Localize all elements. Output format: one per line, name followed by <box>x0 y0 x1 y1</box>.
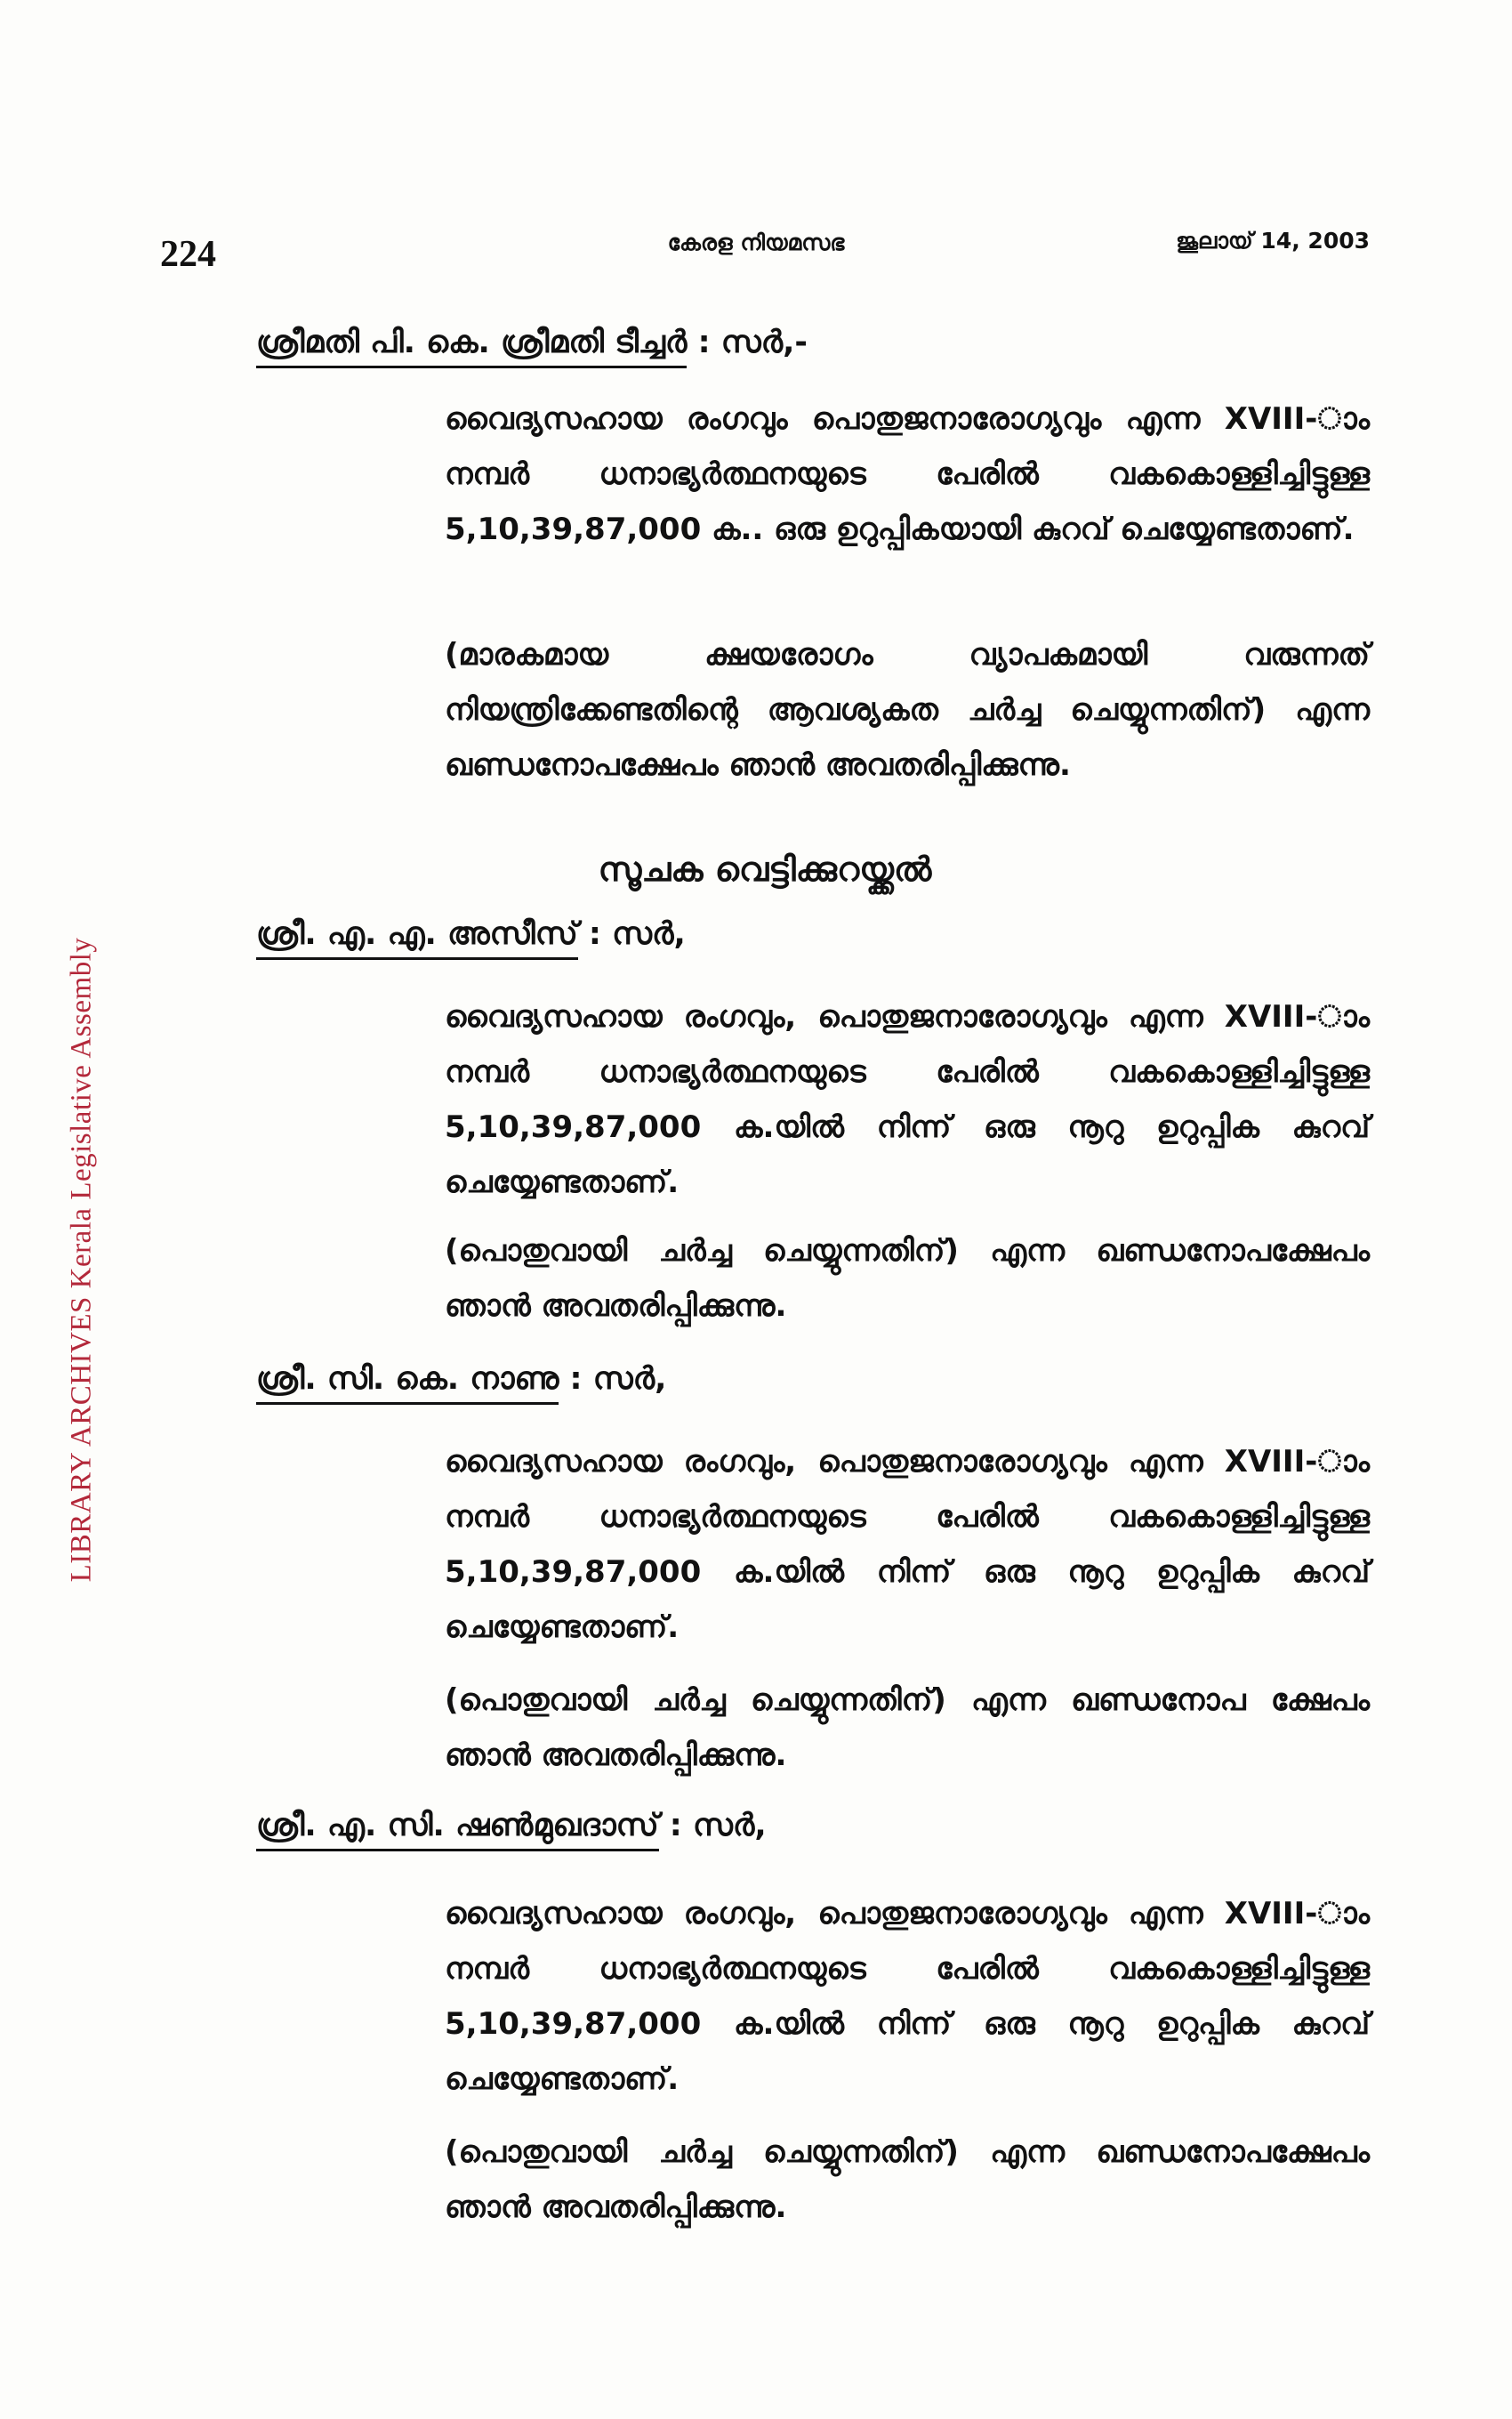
speaker-address: : സർ,- <box>687 325 808 360</box>
section-heading: സൂചക വെട്ടിക്കുറയ്ക്കൽ <box>598 850 932 889</box>
speaker-line <box>256 1808 767 1851</box>
motion-paragraph: വൈദ്യസഹായ രംഗവും, പൊതുജനാരോഗ്യവും എന്ന XVIII-ാം നമ്പർ ധനാഭ്യർത്ഥനയുടെ പേരിൽ വകകൊള്ളിച്ചിട്ടുള്ള 5,10,39,87,000 ക.യിൽ നിന്ന് ഒരു നൂറു ഉറുപ്പിക കുറവ് ചെയ്യേണ്ടതാണ്. <box>445 1444 1370 1645</box>
speaker-line <box>256 916 686 960</box>
motion-paragraph: വൈദ്യസഹായ രംഗവും, പൊതുജനാരോഗ്യവും എന്ന XVIII-ാം നമ്പർ ധനാഭ്യർത്ഥനയുടെ പേരിൽ വകകൊള്ളിച്ചിട്ടുള്ള 5,10,39,87,000 ക.യിൽ നിന്ന് ഒരു നൂറു ഉറുപ്പിക കുറവ് ചെയ്യേണ്ടതാണ്. <box>445 999 1370 1200</box>
speaker-name: ശ്രീ. എ. സി. ഷൺമുഖദാസ് <box>256 1808 659 1851</box>
page-number: 224 <box>160 234 216 275</box>
speaker-address: : സർ, <box>577 916 686 952</box>
motion-purpose-paragraph: (പൊതുവായി ചർച്ച ചെയ്യുന്നതിന്) എന്ന ഖണ്ഡനോപക്ഷേപം ഞാൻ അവതരിപ്പിക്കുന്നു. <box>445 2134 1370 2225</box>
motion-paragraph: വൈദ്യസഹായ രംഗവും പൊതുജനാരോഗ്യവും എന്ന XVIII-ാം നമ്പർ ധനാഭ്യർത്ഥനയുടെ പേരിൽ വകകൊള്ളിച്ചിട്ടുള്ള 5,10,39,87,000 ക.. ഒരു ഉറുപ്പികയായി കുറവ് ചെയ്യേണ്ടതാണ്. <box>445 401 1370 547</box>
speaker-line <box>256 325 808 368</box>
archive-watermark: LIBRARY ARCHIVES Kerala Legislative Assembly <box>65 937 98 1583</box>
speaker-name: ശ്രീ. സി. കെ. നാണു <box>256 1361 559 1405</box>
running-head-date: ജൂലായ് 14, 2003 <box>1176 228 1370 254</box>
motion-purpose-paragraph: (പൊതുവായി ചർച്ച ചെയ്യുന്നതിന്) എന്ന ഖണ്ഡനോപക്ഷേപം ഞാൻ അവതരിപ്പിക്കുന്നു. <box>445 1233 1370 1324</box>
speaker-address: : സർ, <box>658 1808 767 1843</box>
motion-paragraph: വൈദ്യസഹായ രംഗവും, പൊതുജനാരോഗ്യവും എന്ന XVIII-ാം നമ്പർ ധനാഭ്യർത്ഥനയുടെ പേരിൽ വകകൊള്ളിച്ചിട്ടുള്ള 5,10,39,87,000 ക.യിൽ നിന്ന് ഒരു നൂറു ഉറുപ്പിക കുറവ് ചെയ്യേണ്ടതാണ്. <box>445 1896 1370 2097</box>
speaker-name: ശ്രീ. എ. എ. അസീസ് <box>256 916 578 960</box>
running-head-title: കേരള നിയമസഭ <box>667 230 845 255</box>
speaker-name: ശ്രീമതി പി. കെ. ശ്രീമതി ടീച്ചർ <box>256 325 687 368</box>
motion-purpose-paragraph: (പൊതുവായി ചർച്ച ചെയ്യുന്നതിന്) എന്ന ഖണ്ഡനോപ ക്ഷേപം ഞാൻ അവതരിപ്പിക്കുന്നു. <box>445 1682 1370 1773</box>
speaker-address: : സർ, <box>559 1361 667 1397</box>
speaker-line <box>256 1361 666 1405</box>
motion-purpose-paragraph: (മാരകമായ ക്ഷയരോഗം വ്യാപകമായി വരുന്നത് നിയന്ത്രിക്കേണ്ടതിന്റെ ആവശ്യകത ചർച്ച ചെയ്യുന്നതിന്) എന്ന ഖണ്ഡനോപക്ഷേപം ഞാൻ അവതരിപ്പിക്കുന്നു. <box>445 637 1370 783</box>
